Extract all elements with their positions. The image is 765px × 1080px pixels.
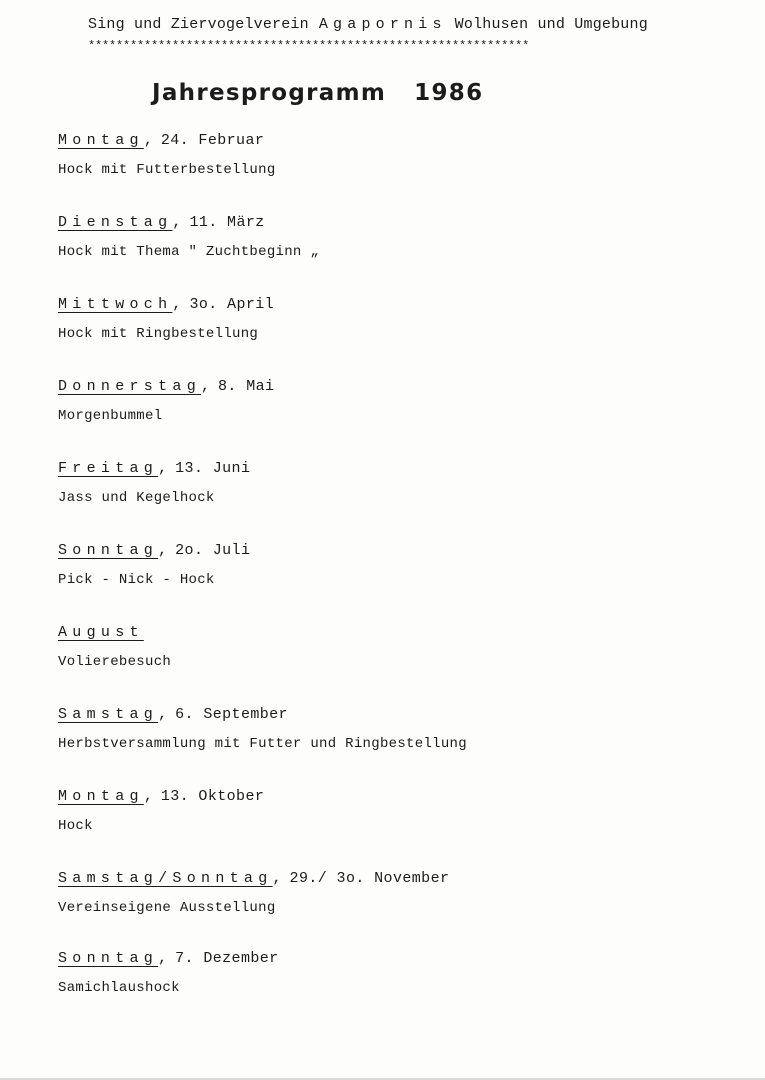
program-entry bbox=[58, 868, 449, 916]
entry-event: Jass und Kegelhock bbox=[58, 490, 215, 506]
entry-event: Volierebesuch bbox=[58, 654, 172, 670]
entry-event: Vereinseigene Ausstellung bbox=[58, 900, 276, 916]
entry-event: Hock mit Ringbestellung bbox=[58, 326, 259, 342]
entry-comma: , bbox=[158, 706, 168, 723]
entry-date: 29./ 3o. November bbox=[289, 870, 450, 887]
program-entry bbox=[58, 948, 279, 996]
page-title bbox=[152, 80, 483, 106]
entry-comma: , bbox=[158, 460, 168, 477]
entry-date: 2o. Juli bbox=[175, 542, 251, 559]
club-prefix: Sing und Ziervogelverein bbox=[88, 16, 309, 33]
entry-event: Pick - Nick - Hock bbox=[58, 572, 215, 588]
title-text: Jahresprogramm bbox=[152, 80, 387, 106]
program-entry bbox=[58, 786, 264, 834]
entry-dayline bbox=[58, 540, 250, 562]
entry-dayline bbox=[58, 458, 250, 480]
entry-date: 13. Juni bbox=[175, 460, 251, 477]
program-entry bbox=[58, 704, 467, 752]
club-suffix: Wolhusen und Umgebung bbox=[454, 16, 648, 33]
entry-event: Herbstversammlung mit Futter und Ringbestellung bbox=[58, 736, 467, 752]
entry-date: 13. Oktober bbox=[160, 788, 265, 805]
entry-date: 6. September bbox=[175, 706, 288, 723]
entry-comma: , bbox=[143, 132, 153, 149]
entry-date: 3o. April bbox=[189, 296, 275, 313]
program-entry bbox=[58, 212, 319, 260]
entry-day: Sonntag bbox=[58, 950, 159, 967]
entry-day: Mittwoch bbox=[58, 296, 173, 313]
entry-day: August bbox=[58, 624, 144, 641]
program-entry bbox=[58, 130, 276, 178]
entry-comma: , bbox=[201, 378, 211, 395]
entry-day: Montag bbox=[58, 788, 144, 805]
club-name: Agapornis bbox=[318, 16, 447, 33]
entry-dayline bbox=[58, 786, 264, 808]
entry-comma: , bbox=[158, 950, 168, 967]
entry-comma: , bbox=[143, 788, 153, 805]
entry-event: Samichlaushock bbox=[58, 980, 180, 996]
program-entry bbox=[58, 376, 274, 424]
star-divider: *************************************************************** bbox=[88, 39, 530, 53]
club-header bbox=[88, 16, 648, 33]
entry-dayline bbox=[58, 294, 274, 316]
entry-date: 8. Mai bbox=[218, 378, 275, 395]
entry-date: 11. März bbox=[189, 214, 265, 231]
entry-day: Sonntag bbox=[58, 542, 159, 559]
program-entry bbox=[58, 458, 250, 506]
entry-day: Montag bbox=[58, 132, 144, 149]
entry-dayline bbox=[58, 376, 274, 398]
entry-dayline bbox=[58, 704, 467, 726]
program-entry bbox=[58, 294, 274, 342]
entry-event: Morgenbummel bbox=[58, 408, 163, 424]
entry-dayline bbox=[58, 868, 449, 890]
program-entry bbox=[58, 540, 250, 588]
entry-dayline bbox=[58, 212, 319, 234]
entry-comma: , bbox=[158, 542, 168, 559]
entry-dayline bbox=[58, 130, 276, 152]
entry-dayline bbox=[58, 622, 171, 644]
entry-day: Freitag bbox=[58, 460, 159, 477]
entry-event: Hock mit Futterbestellung bbox=[58, 162, 276, 178]
entry-day: Samstag bbox=[58, 706, 159, 723]
entry-comma: , bbox=[172, 296, 182, 313]
entry-date: 7. Dezember bbox=[175, 950, 279, 967]
entry-day: Dienstag bbox=[58, 214, 173, 231]
entry-dayline bbox=[58, 948, 279, 970]
program-entry bbox=[58, 622, 171, 670]
entry-day: Donnerstag bbox=[58, 378, 202, 395]
entry-event: Hock bbox=[58, 818, 93, 834]
entry-day: Samstag/Sonntag bbox=[58, 870, 273, 887]
title-year: 1986 bbox=[414, 80, 484, 106]
entry-event: Hock mit Thema " Zuchtbeginn „ bbox=[58, 244, 320, 260]
entry-comma: , bbox=[172, 214, 182, 231]
entry-comma: , bbox=[272, 870, 282, 887]
entry-date: 24. Februar bbox=[160, 132, 265, 149]
